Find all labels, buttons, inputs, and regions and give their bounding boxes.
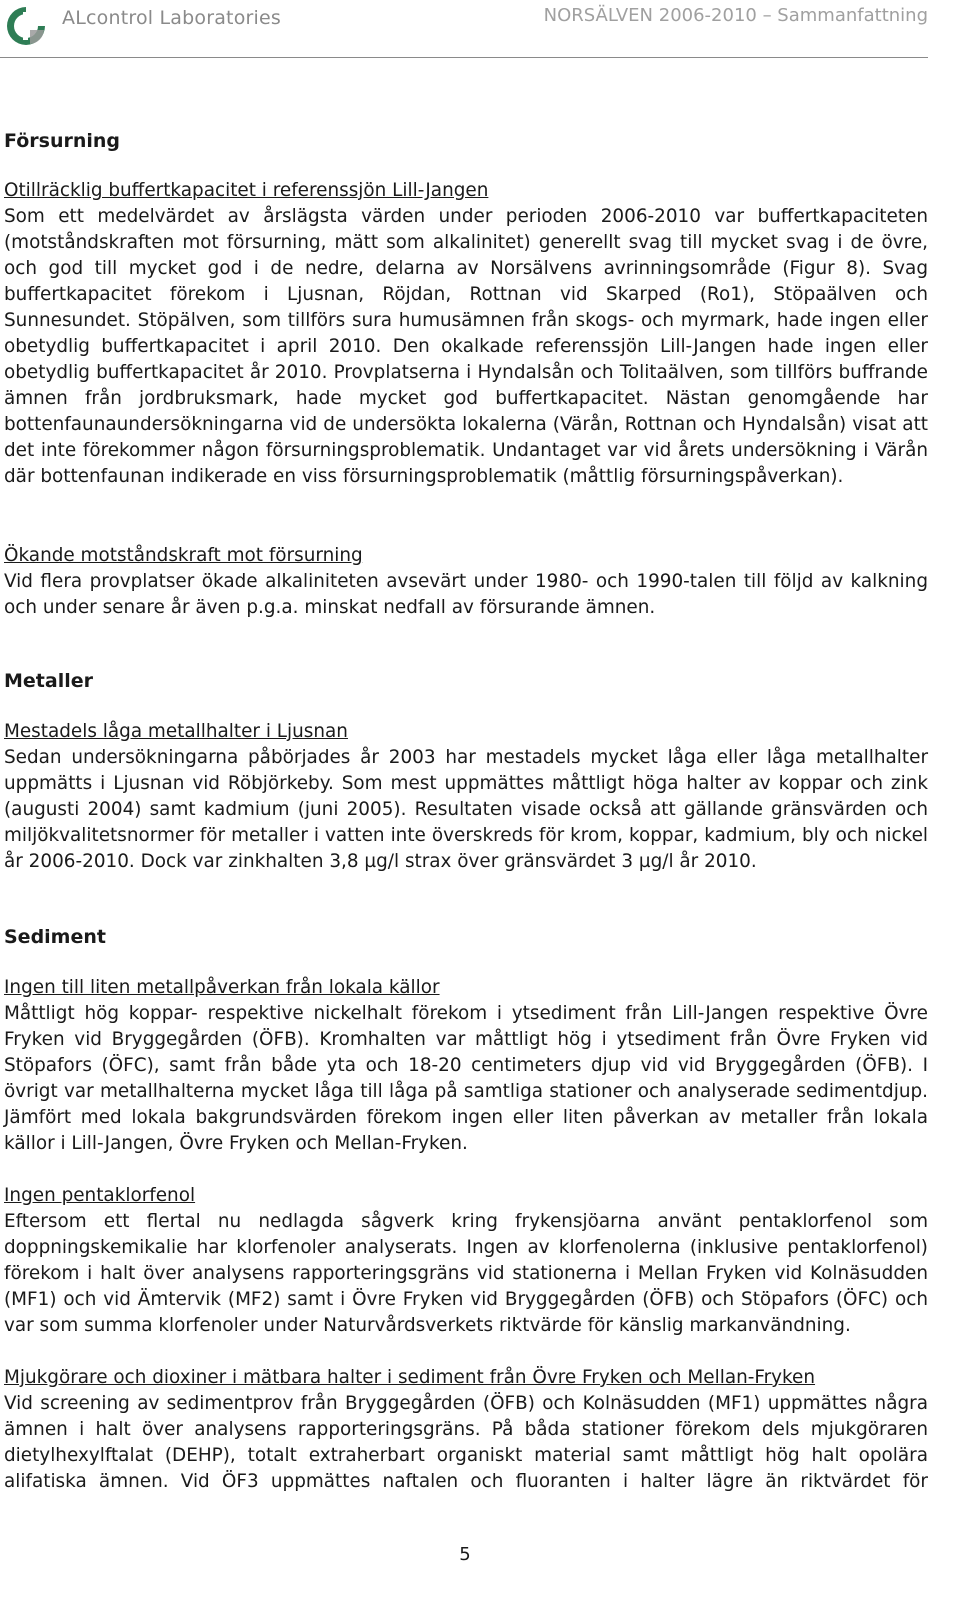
subsection-metallpaverkan — [4, 975, 928, 1157]
paragraph: Eftersom ett flertal nu nedlagda sågverk kring frykensjöarna använt pentaklorfenol som doppningskemikalie har klorfenoler analyserats. Ingen av klorfenolerna (inklusive pentaklorfenol) förekom i halt över analysens rapporteringsgräns vid stationerna i Mellan Fryken vid Kolnäsudden (MF1) och vid Ämtervik (MF2) samt i Övre Fryken vid Bryggegården (ÖFB) och Stöpafors (ÖFC) och var som summa klorfenoler under Naturvårdsverkets riktvärde för känslig markanvändning. — [4, 1211, 928, 1336]
subheading: Ökande motståndskraft mot försurning — [4, 545, 363, 566]
page-number: 5 — [459, 1544, 471, 1565]
subsection-pentaklorfenol — [4, 1183, 928, 1339]
section-heading-metaller: Metaller — [4, 670, 93, 692]
document-title: NORSÄLVEN 2006-2010 – Sammanfattning — [543, 5, 928, 26]
subheading: Ingen pentaklorfenol — [4, 1185, 196, 1206]
header-divider — [0, 57, 928, 58]
paragraph: Vid flera provplatser ökade alkaliniteten avsevärt under 1980- och 1990-talen till följd av kalkning och under senare år även p.g.a. minskat nedfall av försurande ämnen. — [4, 571, 928, 618]
page-header — [0, 0, 960, 60]
subheading: Ingen till liten metallpåverkan från lokala källor — [4, 977, 440, 998]
paragraph: Sedan undersökningarna påbörjades år 2003 har mestadels mycket låga eller låga metallhalter uppmätts i Ljusnan vid Röbjörkeby. Som mest uppmättes måttligt höga halter av koppar och zink (augusti 2004) samt kadmium (juni 2005). Resultaten visade också att gällande gränsvärden och miljökvalitetsnormer för metaller i vatten inte överskreds för krom, koppar, kadmium, bly och nickel år 2006-2010. Dock var zinkhalten 3,8 µg/l strax över gränsvärdet 3 µg/l år 2010. — [4, 747, 928, 872]
subsection-metallhalter — [4, 719, 928, 875]
subheading: Otillräcklig buffertkapacitet i referenssjön Lill-Jangen — [4, 180, 489, 201]
alcontrol-logo-icon — [4, 4, 48, 48]
subheading: Mjukgörare och dioxiner i mätbara halter i sediment från Övre Fryken och Mellan-Fryken — [4, 1367, 816, 1388]
paragraph: Måttligt hög koppar- respektive nickelhalt förekom i ytsediment från Lill-Jangen respektive Övre Fryken vid Bryggegården (ÖFB). Kromhalten var måttligt hög i ytsediment från Övre Fryken vid Stöpafors (ÖFC), samt från både yta och 18-20 centimeters djup vid vid Bryggegården (ÖFB). I övrigt var metallhalterna mycket låga till låga på samtliga stationer och analyserade sedimentdjup. Jämfört med lokala bakgrundsvärden förekom ingen eller liten påverkan av metaller från lokala källor i Lill-Jangen, Övre Fryken och Mellan-Fryken. — [4, 1003, 928, 1154]
paragraph: Som ett medelvärdet av årslägsta värden under perioden 2006-2010 var buffertkapaciteten (motståndskraften mot försurning, mätt som alkalinitet) generellt svag till mycket svag i de övre, och god till mycket god i de nedre, delarna av Norsälvens avrinningsområde (Figur 8). Svag buffertkapacitet förekom i Ljusnan, Röjdan, Rottnan vid Skarped (Ro1), Stöpaälven och Sunnesundet. Stöpälven, som tillförs sura humusämnen från skogs- och myrmark, hade ingen eller obetydlig buffertkapacitet i april 2010. Den okalkade referenssjön Lill-Jangen hade ingen eller obetydlig buffertkapacitet år 2010. Provplatserna i Hyndalsån och Tolitaälven, som tillförs buffrande ämnen från jordbruksmark, hade mycket god buffertkapacitet. Nästan genomgående har bottenfaunaundersökningarna vid de undersökta lokalerna (Värån, Rottnan och Hyndalsån) visat att det inte förekommer någon försurningsproblematik. Undantaget var vid årets undersökning i Värån där bottenfaunan indikerade en viss försurningsproblematik (måttlig försurningspåverkan). — [4, 206, 928, 487]
section-heading-forsurning: Försurning — [4, 130, 121, 152]
brand-name: ALcontrol Laboratories — [62, 7, 282, 29]
section-heading-sediment: Sediment — [4, 926, 106, 948]
subsection-motstandskraft — [4, 543, 928, 621]
subsection-buffertkapacitet — [4, 178, 928, 490]
paragraph: Vid screening av sedimentprov från Bryggegården (ÖFB) och Kolnäsudden (MF1) uppmättes några ämnen i halt över analysens rapporteringsgräns. På båda stationer förekom dels mjukgöraren dietylhexylftalat (DEHP), totalt extraherbart organiskt material samt måttligt hög halt opolära alifatiska ämnen. Vid ÖF3 uppmättes naftalen och fluoranten i halter lägre än riktvärdet för — [4, 1393, 928, 1492]
subsection-mjukgorare — [4, 1365, 928, 1495]
subheading: Mestadels låga metallhalter i Ljusnan — [4, 721, 348, 742]
